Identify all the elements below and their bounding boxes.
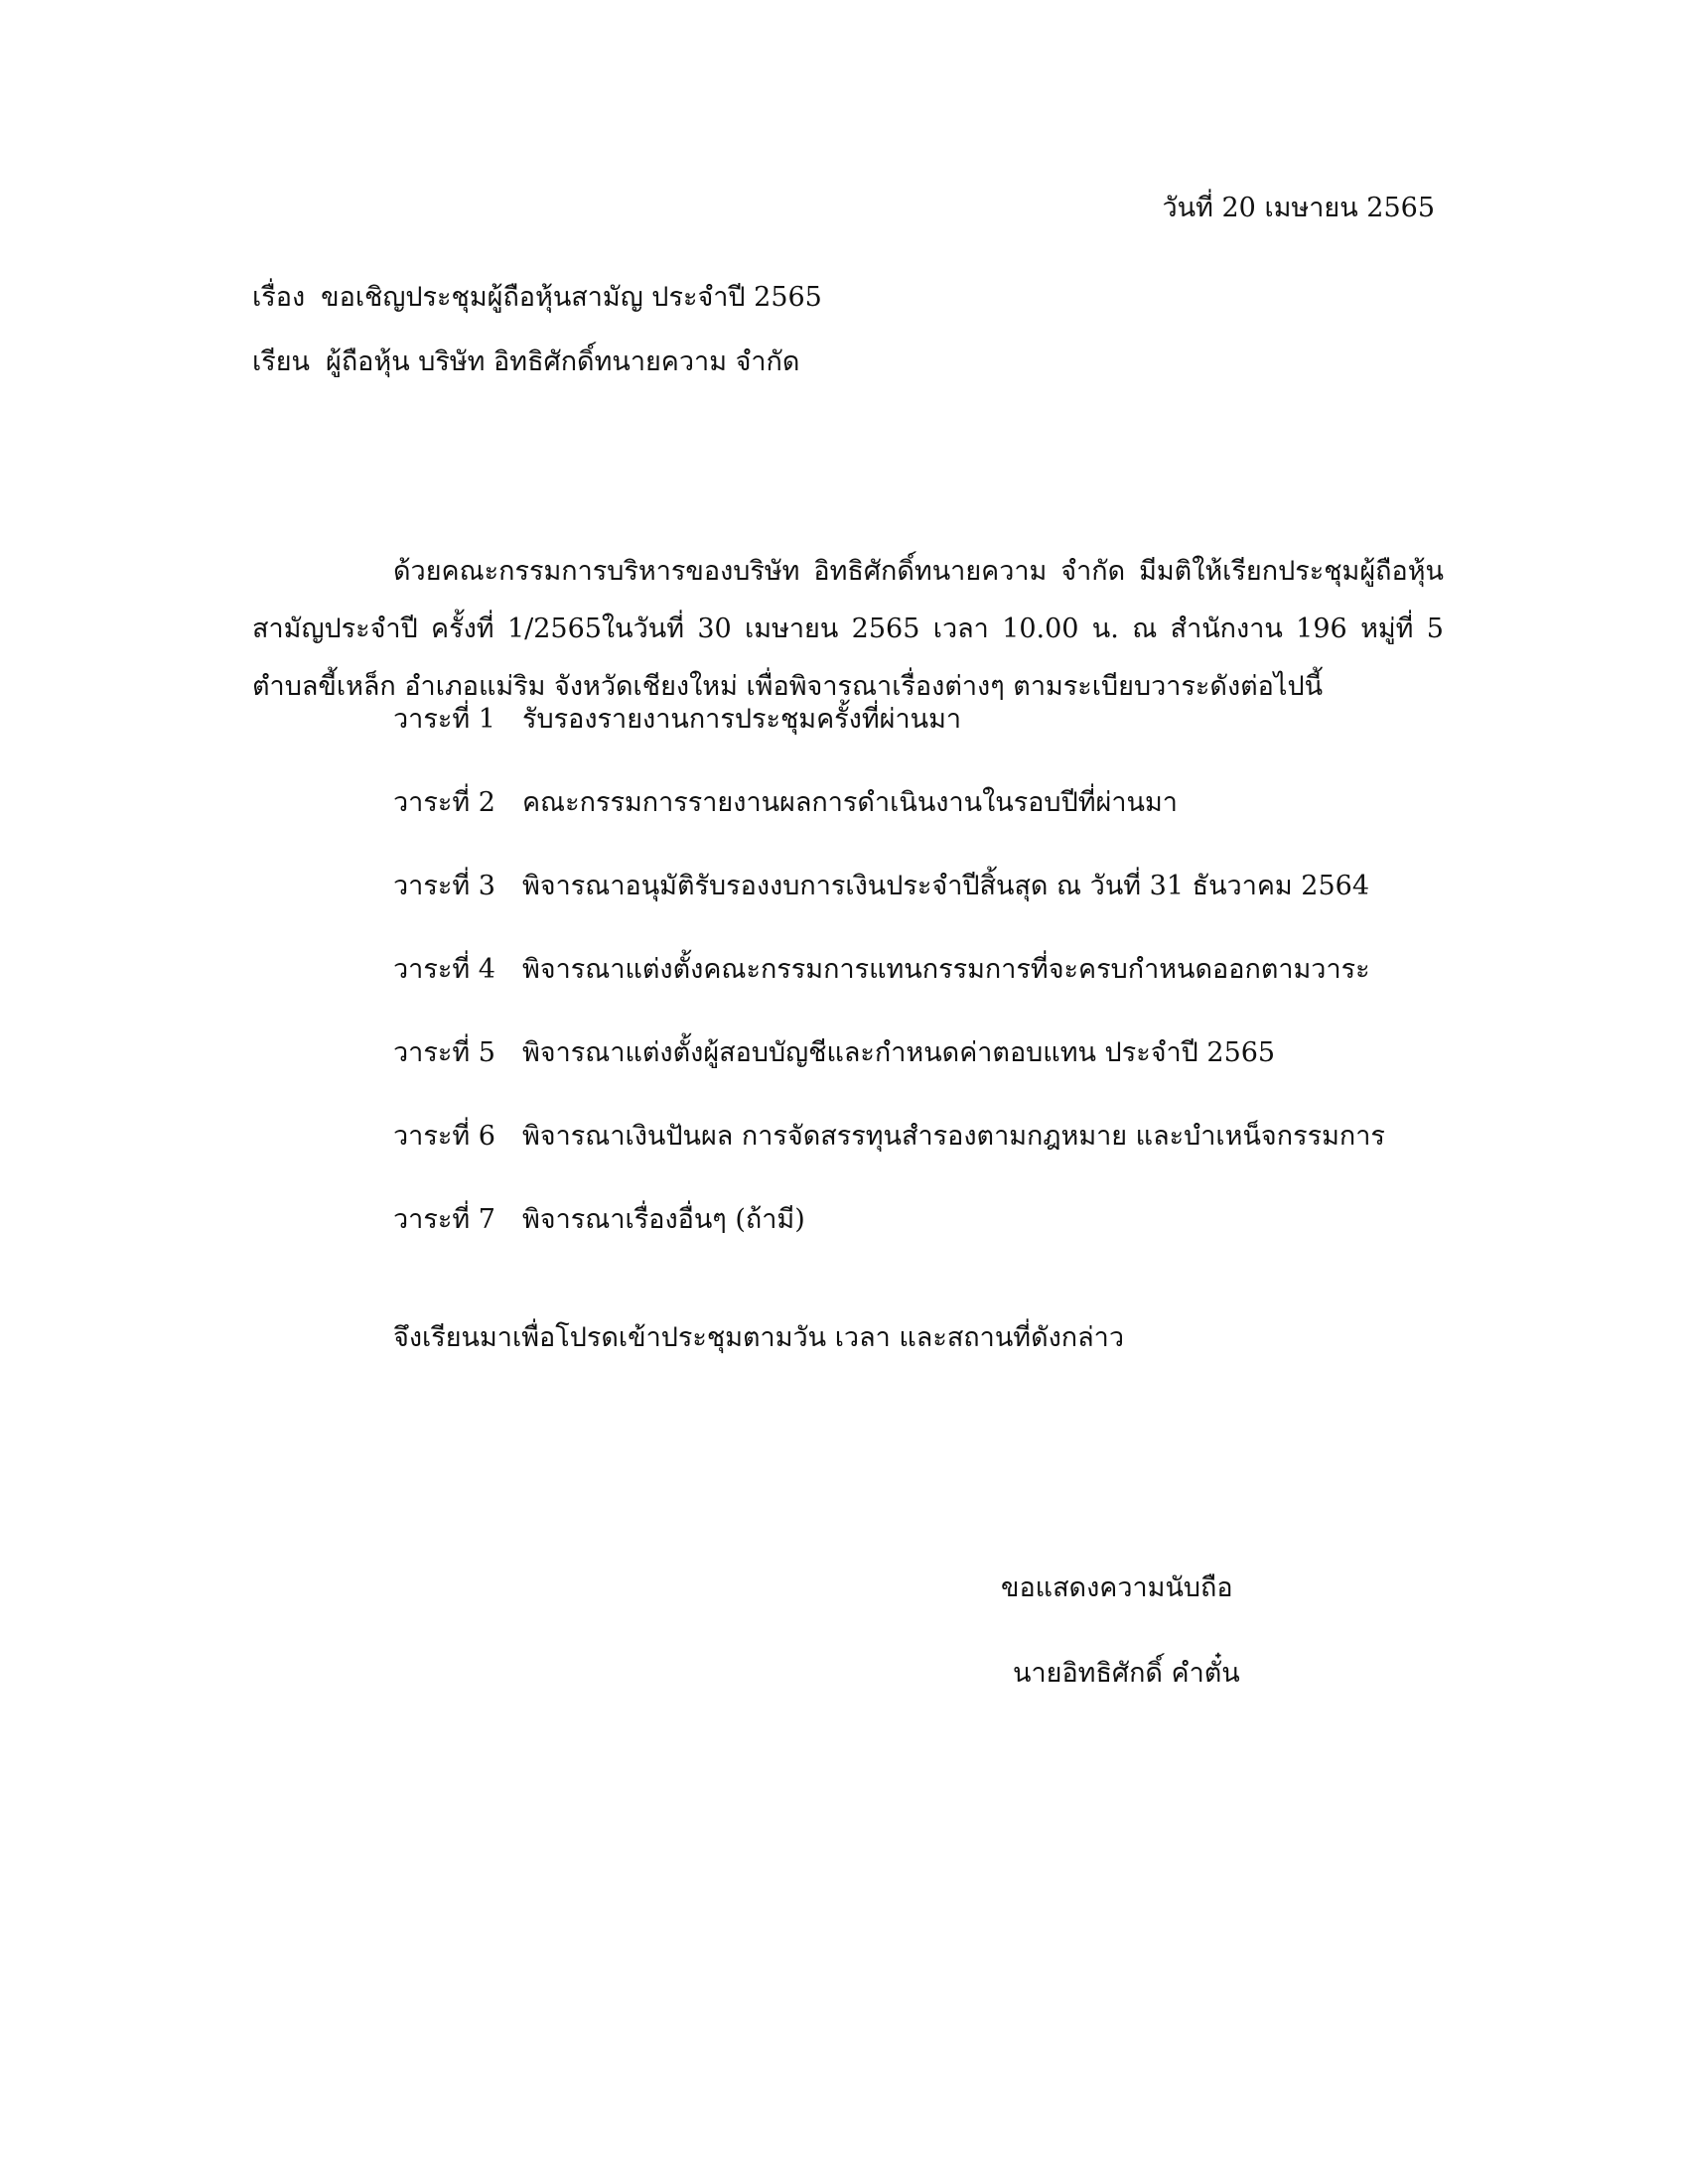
agenda-number: วาระที่ 3 (393, 871, 495, 901)
subject-label: เรื่อง (252, 282, 306, 313)
letter-date: วันที่ 20 เมษายน 2565 (1162, 193, 1435, 223)
agenda-text: พิจารณาเงินปันผล การจัดสรรทุนสำรองตามกฎหมาย และบำเหน็จกรรมการ (522, 1121, 1385, 1152)
recipient-text: ผู้ถือหุ้น บริษัท อิทธิศักดิ์ทนายความ จำกัด (326, 346, 800, 377)
agenda-number: วาระที่ 7 (393, 1204, 495, 1235)
recipient-line (252, 342, 799, 382)
subject-text: ขอเชิญประชุมผู้ถือหุ้นสามัญ ประจำปี 2565 (321, 282, 822, 313)
body-paragraph: ด้วยคณะกรรมการบริหารของบริษัท อิทธิศักดิ์ทนายความ จำกัด มีมติให้เรียกประชุมผู้ถือหุ้นสามัญประจำปี ครั้งที่ 1/2565ในวันที่ 30 เมษายน 2565 เวลา 10.00 น. ณ สำนักงาน 196 หมู่ที่ 5 ตำบลขี้เหล็ก อำเภอแม่ริม จังหวัดเชียงใหม่ เพื่อพิจารณาเรื่องต่างๆ ตามระเบียบวาระดังต่อไปนี้ (252, 556, 1444, 702)
agenda-number: วาระที่ 1 (393, 704, 495, 735)
agenda-number: วาระที่ 4 (393, 954, 495, 985)
recipient-label: เรียน (252, 346, 311, 377)
closing-sentence: จึงเรียนมาเพื่อโปรดเข้าประชุมตามวัน เวลา และสถานที่ดังกล่าว (393, 1322, 1125, 1353)
agenda-number: วาระที่ 6 (393, 1121, 495, 1152)
agenda-text: รับรองรายงานการประชุมครั้งที่ผ่านมา (522, 704, 962, 735)
agenda-list (393, 700, 1385, 1284)
subject-line (252, 278, 822, 318)
agenda-item (393, 950, 1385, 1033)
agenda-text: พิจารณาแต่งตั้งคณะกรรมการแทนกรรมการที่จะครบกำหนดออกตามวาระ (522, 954, 1370, 985)
signer-name: นายอิทธิศักดิ์ คำตั๋น (1013, 1658, 1240, 1689)
agenda-text: คณะกรรมการรายงานผลการดำเนินงานในรอบปีที่ผ่านมา (522, 787, 1178, 818)
agenda-item (393, 867, 1385, 950)
agenda-item (393, 1117, 1385, 1200)
agenda-item (393, 1033, 1385, 1117)
agenda-text: พิจารณาอนุมัติรับรองงบการเงินประจำปีสิ้นสุด ณ วันที่ 31 ธันวาคม 2564 (522, 871, 1370, 901)
agenda-item (393, 700, 1385, 783)
agenda-number: วาระที่ 5 (393, 1037, 495, 1068)
regards-text: ขอแสดงความนับถือ (1001, 1572, 1233, 1603)
agenda-item (393, 783, 1385, 867)
agenda-number: วาระที่ 2 (393, 787, 495, 818)
agenda-item (393, 1200, 1385, 1284)
agenda-text: พิจารณาแต่งตั้งผู้สอบบัญชีและกำหนดค่าตอบแทน ประจำปี 2565 (522, 1037, 1276, 1068)
agenda-text: พิจารณาเรื่องอื่นๆ (ถ้ามี) (522, 1204, 805, 1235)
